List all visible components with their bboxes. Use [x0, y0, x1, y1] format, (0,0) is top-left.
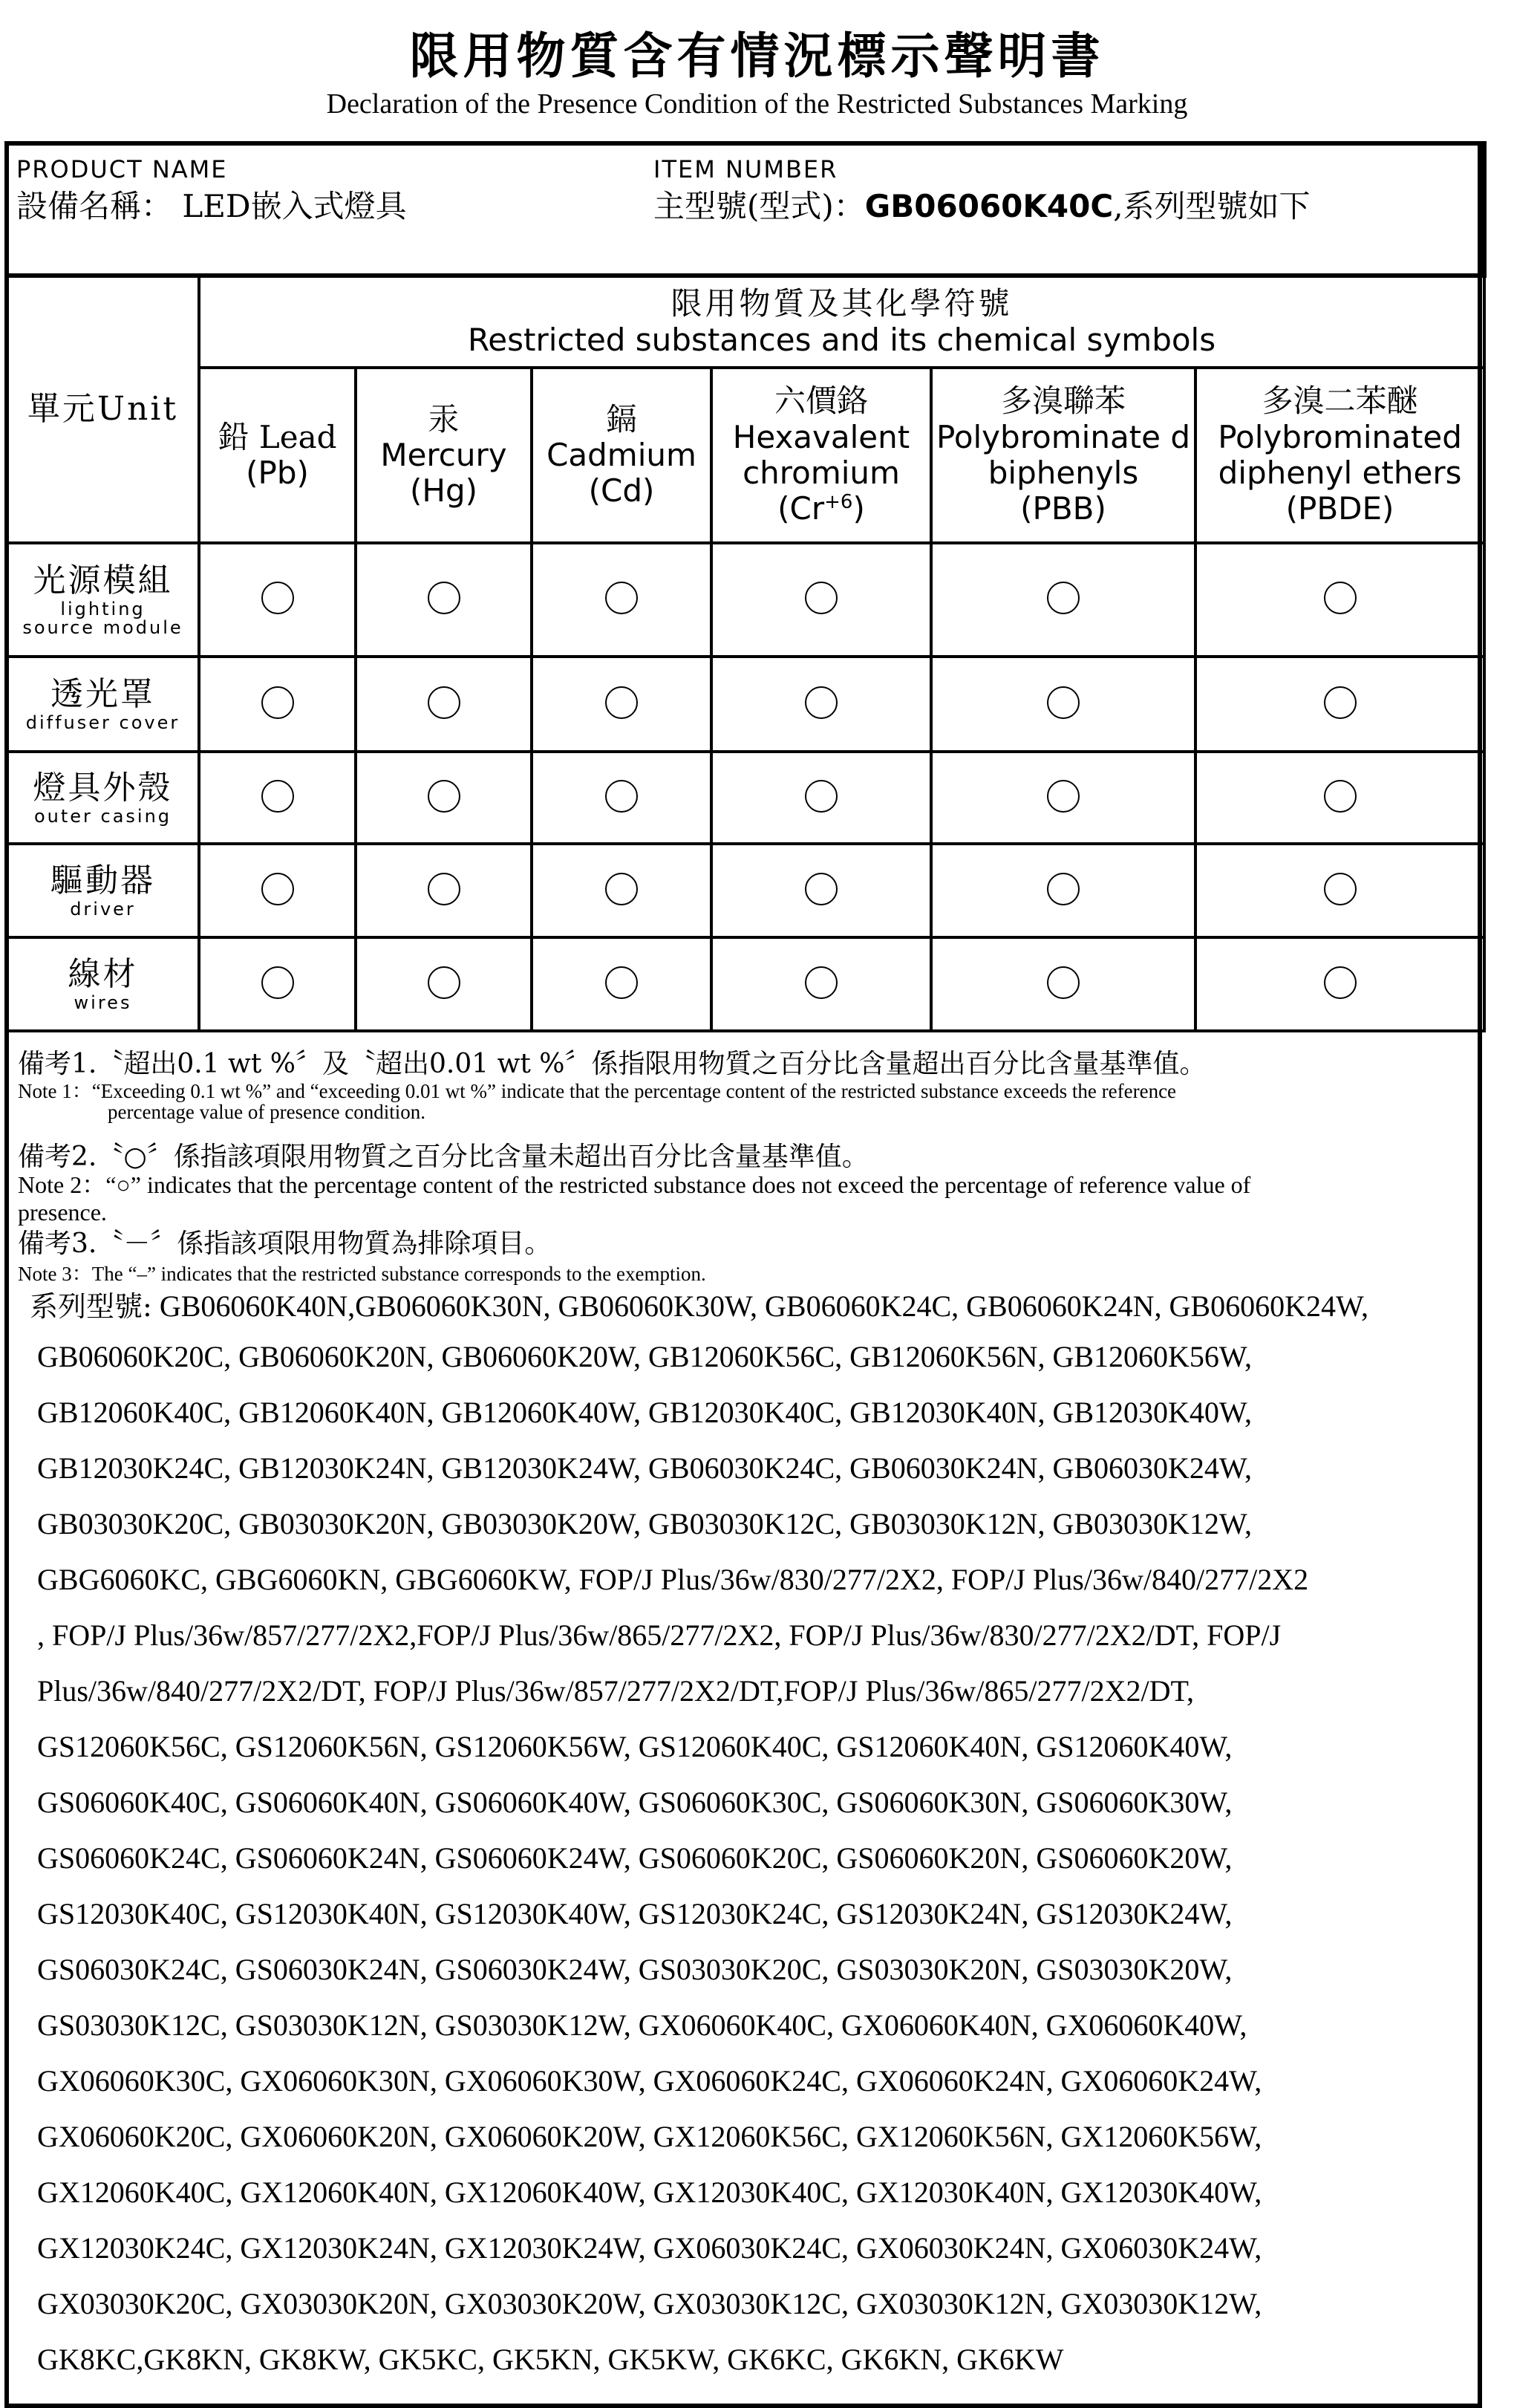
- circle-mark-icon: [1324, 873, 1357, 905]
- substance-name-zh: 鉛 Lead: [218, 418, 337, 455]
- substance-mark-cell: [1195, 543, 1484, 657]
- component-name-zh: 燈具外殼: [33, 769, 173, 807]
- series-models-text: GBG6060KC, GBG6060KN, GBG6060KW, FOP/J Plus/36w/830/277/2X2, FOP/J Plus/36w/840/277/2X2: [37, 1563, 1309, 1596]
- substance-mark-cell: [532, 657, 711, 752]
- series-models-line: [37, 1562, 1308, 1597]
- series-models-line: [37, 2119, 1262, 2154]
- substance-name-en: Polybrominated diphenyl ethers: [1218, 418, 1462, 491]
- substance-mark-cell: [931, 752, 1195, 844]
- series-models-line: [37, 2063, 1262, 2098]
- circle-mark-icon: [1047, 582, 1080, 614]
- circle-mark-icon: [1324, 966, 1357, 999]
- substance-symbol: [533, 473, 710, 509]
- substance-mark-cell: [356, 844, 532, 937]
- component-name-en: wires: [74, 992, 132, 1013]
- circle-mark-icon: [805, 780, 838, 813]
- circle-mark-icon: [805, 686, 838, 719]
- substance-column-header: [931, 368, 1195, 543]
- substance-mark-cell: [711, 657, 931, 752]
- circle-mark-icon: [428, 686, 460, 719]
- series-models-text: GS06030K24C, GS06030K24N, GS06030K24W, GS03030K20C, GS03030K20N, GS03030K20W,: [37, 1953, 1233, 1986]
- note-2-en-cont: presence.: [18, 1199, 107, 1226]
- circle-mark-icon: [605, 686, 638, 719]
- circle-mark-icon: [261, 582, 294, 614]
- circle-mark-icon: [805, 582, 838, 614]
- series-models-line: [30, 1283, 1368, 1324]
- series-models-text: GX06060K20C, GX06060K20N, GX06060K20W, GX12060K56C, GX12060K56N, GX12060K56W,: [37, 2120, 1262, 2153]
- series-models-line: [37, 2342, 1064, 2377]
- series-models-text: GX03030K20C, GX03030K20N, GX03030K20W, GX03030K12C, GX03030K12N, GX03030K12W,: [37, 2287, 1262, 2320]
- circle-mark-icon: [428, 780, 460, 813]
- substance-mark-cell: [931, 657, 1195, 752]
- component-label: [7, 543, 199, 657]
- item-number-value: [653, 189, 1311, 224]
- circle-mark-icon: [1324, 686, 1357, 719]
- substance-name-en: Hexavalent chromium: [732, 418, 910, 491]
- substance-mark-cell: [1195, 937, 1484, 1031]
- component-name-en: outer casing: [33, 805, 172, 827]
- substance-name-en: Polybrominate d biphenyls: [936, 418, 1190, 491]
- substance-column-header: [1195, 368, 1484, 543]
- component-name-en: source module: [22, 616, 183, 638]
- circle-mark-icon: [1047, 780, 1080, 813]
- series-models-line: [37, 2230, 1262, 2265]
- product-info-cell: [7, 143, 1484, 276]
- group-header-en: Restricted substances and its chemical symbols: [467, 321, 1216, 358]
- series-models-text: GB06060K40N,GB06060K30N, GB06060K30W, GB06060K24C, GB06060K24N, GB06060K24W,: [151, 1289, 1369, 1323]
- document-subtitle: Declaration of the Presence Condition of the Restricted Substances Marking: [326, 88, 1188, 120]
- substance-column-header: [199, 368, 356, 543]
- circle-mark-icon: [805, 966, 838, 999]
- series-models-text: GB03030K20C, GB03030K20N, GB03030K20W, GB03030K12C, GB03030K12N, GB03030K12W,: [37, 1507, 1253, 1540]
- group-header-zh: 限用物質及其化學符號: [670, 285, 1013, 322]
- substance-name-zh: 多溴二苯醚: [1262, 383, 1418, 420]
- substance-mark-cell: [532, 752, 711, 844]
- product-name-value: [16, 189, 407, 224]
- component-name-en: driver: [70, 898, 136, 920]
- series-models-line: [37, 1896, 1232, 1931]
- series-models-line: [37, 2008, 1247, 2043]
- series-models-text: GS12060K56C, GS12060K56N, GS12060K56W, GS12060K40C, GS12060K40N, GS12060K40W,: [37, 1730, 1233, 1763]
- series-models-line: [37, 1841, 1232, 1875]
- substance-mark-cell: [711, 543, 931, 657]
- substance-name-zh: 汞: [428, 400, 460, 437]
- substance-name-zh: 鎘: [605, 400, 637, 437]
- substance-mark-cell: [1195, 657, 1484, 752]
- series-models-line: [37, 2286, 1262, 2321]
- component-name-zh: 驅動器: [50, 862, 155, 900]
- product-name-label: PRODUCT NAME: [16, 155, 228, 183]
- symbol-superscript: +6: [824, 491, 853, 514]
- component-label: [7, 937, 199, 1031]
- series-models-text: Plus/36w/840/277/2X2/DT, FOP/J Plus/36w/857/277/2X2/DT,FOP/J Plus/36w/865/277/2X2/DT,: [37, 1674, 1194, 1708]
- table-row: [7, 937, 1484, 1031]
- circle-mark-icon: [605, 873, 638, 905]
- circle-mark-icon: [1047, 873, 1080, 905]
- series-models-text: GS12030K40C, GS12030K40N, GS12030K40W, GS12030K24C, GS12030K24N, GS12030K24W,: [37, 1897, 1233, 1930]
- substances-group-header: [199, 276, 1484, 368]
- series-models-text: GX06060K30C, GX06060K30N, GX06060K30W, GX06060K24C, GX06060K24N, GX06060K24W,: [37, 2064, 1262, 2098]
- substance-mark-cell: [356, 657, 532, 752]
- series-models-line: [37, 1673, 1194, 1708]
- series-models-text: GS06060K24C, GS06060K24N, GS06060K24W, GS06060K20C, GS06060K20N, GS06060K20W,: [37, 1841, 1233, 1875]
- series-models-line: [37, 1729, 1232, 1764]
- component-label: [7, 657, 199, 752]
- table-row: [7, 657, 1484, 752]
- series-models-text: GB12030K24C, GB12030K24N, GB12030K24W, GB06030K24C, GB06030K24N, GB06030K24W,: [37, 1451, 1253, 1485]
- substance-mark-cell: [931, 937, 1195, 1031]
- document-title: 限用物質含有情況標示聲明書: [409, 27, 1105, 85]
- circle-mark-icon: [1324, 780, 1357, 813]
- substance-mark-cell: [199, 937, 356, 1031]
- substance-column-header: [711, 368, 931, 543]
- component-name-zh: 線材: [68, 955, 138, 994]
- circle-mark-icon: [605, 582, 638, 614]
- item-number-prefix: 主型號(型式)：: [653, 188, 865, 224]
- series-models-text: , FOP/J Plus/36w/857/277/2X2,FOP/J Plus/36w/865/277/2X2, FOP/J Plus/36w/830/277/2X2/DT, FOP/J: [37, 1618, 1282, 1652]
- series-models-text: GS03030K12C, GS03030K12N, GS03030K12W, GX06060K40C, GX06060K40N, GX06060K40W,: [37, 2008, 1247, 2042]
- note-2-en: Note 2：“○” indicates that the percentage content of the restricted substance does not exceed the percentage of reference value of: [18, 1171, 1251, 1198]
- substance-symbol: [713, 491, 930, 527]
- substance-symbol: [1197, 491, 1483, 527]
- series-models-line: [37, 1618, 1281, 1653]
- substance-column-header: [532, 368, 711, 543]
- substance-name-zh: 六價鉻: [774, 383, 868, 420]
- component-name-en: lighting: [60, 598, 146, 619]
- substance-symbol: [357, 473, 530, 509]
- component-name-en: diffuser cover: [25, 712, 180, 733]
- substance-mark-cell: [199, 844, 356, 937]
- series-models-line: [37, 2175, 1262, 2210]
- substance-mark-cell: [356, 937, 532, 1031]
- substance-name-en: Cadmium: [546, 436, 696, 473]
- series-models-text: GX12060K40C, GX12060K40N, GX12060K40W, GX12030K40C, GX12030K40N, GX12030K40W,: [37, 2176, 1262, 2209]
- substance-mark-cell: [199, 543, 356, 657]
- substance-name-zh: 多溴聯苯: [1000, 383, 1126, 420]
- circle-mark-icon: [1324, 582, 1357, 614]
- substance-mark-cell: [1195, 844, 1484, 937]
- unit-header: [7, 276, 199, 543]
- note-1-en-cont: percentage value of presence condition.: [108, 1101, 426, 1123]
- symbol-text: (Cr: [777, 490, 825, 527]
- symbol-text: (Hg): [409, 472, 477, 510]
- circle-mark-icon: [428, 873, 460, 905]
- item-number-suffix: ,系列型號如下: [1113, 188, 1311, 224]
- note-1-en: Note 1：“Exceeding 0.1 wt %” and “exceeding 0.01 wt %” indicate that the percentage content of the restricted substance exceeds the reference: [18, 1080, 1177, 1102]
- unit-label: 單元Unit: [27, 390, 179, 429]
- substance-mark-cell: [711, 937, 931, 1031]
- table-row: [7, 543, 1484, 657]
- component-name-zh: 透光罩: [50, 675, 155, 714]
- series-models-text: GK8KC,GK8KN, GK8KW, GK5KC, GK5KN, GK5KW, GK6KC, GK6KN, GK6KW: [37, 2343, 1064, 2376]
- substance-mark-cell: [931, 844, 1195, 937]
- product-name-text: LED嵌入式燈具: [182, 188, 407, 224]
- series-models-line: [37, 1785, 1232, 1820]
- series-label: 系列型號:: [30, 1290, 152, 1323]
- substance-mark-cell: [1195, 752, 1484, 844]
- circle-mark-icon: [261, 873, 294, 905]
- substance-mark-cell: [711, 752, 931, 844]
- substance-mark-cell: [532, 543, 711, 657]
- circle-mark-icon: [1047, 686, 1080, 719]
- symbol-text: (Cd): [588, 472, 655, 510]
- substance-symbol: [200, 455, 354, 491]
- table-row: [7, 752, 1484, 844]
- substance-column-header: [356, 368, 532, 543]
- circle-mark-icon: [605, 966, 638, 999]
- circle-mark-icon: [261, 966, 294, 999]
- substance-mark-cell: [356, 543, 532, 657]
- circle-mark-icon: [428, 966, 460, 999]
- series-models-text: GX12030K24C, GX12030K24N, GX12030K24W, GX06030K24C, GX06030K24N, GX06030K24W,: [37, 2231, 1262, 2265]
- substance-mark-cell: [931, 543, 1195, 657]
- substance-mark-cell: [532, 937, 711, 1031]
- main-model-number: GB06060K40C: [864, 188, 1114, 224]
- substance-mark-cell: [532, 844, 711, 937]
- substance-mark-cell: [356, 752, 532, 844]
- series-models-line: [37, 1952, 1232, 1987]
- series-models-line: [37, 1451, 1252, 1486]
- note-3-en: Note 3：The “–” indicates that the restricted substance corresponds to the exemption.: [18, 1263, 706, 1285]
- product-name-prefix: 設備名稱：: [16, 188, 173, 224]
- component-label: [7, 752, 199, 844]
- note-1-zh: 備考1.〝超出0.1 wt %〞及〝超出0.01 wt %〞係指限用物質之百分比含量超出百分比含量基準值。: [18, 1049, 1207, 1079]
- substance-mark-cell: [199, 752, 356, 844]
- circle-mark-icon: [805, 873, 838, 905]
- substance-symbol: [933, 491, 1194, 527]
- series-models-text: GB12060K40C, GB12060K40N, GB12060K40W, GB12030K40C, GB12030K40N, GB12030K40W,: [37, 1396, 1253, 1429]
- series-models-line: [37, 1395, 1252, 1430]
- circle-mark-icon: [428, 582, 460, 614]
- series-models-line: [37, 1339, 1252, 1374]
- series-models-text: GB06060K20C, GB06060K20N, GB06060K20W, GB12060K56C, GB12060K56N, GB12060K56W,: [37, 1340, 1253, 1373]
- symbol-text: (PBDE): [1285, 490, 1394, 527]
- substance-name-en: Mercury: [380, 436, 507, 473]
- circle-mark-icon: [605, 780, 638, 813]
- table-row: [7, 844, 1484, 937]
- circle-mark-icon: [261, 686, 294, 719]
- item-number-label: ITEM NUMBER: [653, 155, 838, 183]
- note-2-zh: 備考2.〝○〞係指該項限用物質之百分比含量未超出百分比含量基準值。: [18, 1142, 869, 1172]
- series-models-text: GS06060K40C, GS06060K40N, GS06060K40W, GS06060K30C, GS06060K30N, GS06060K30W,: [37, 1786, 1233, 1819]
- substance-mark-cell: [711, 844, 931, 937]
- symbol-text: (Pb): [246, 455, 309, 491]
- component-label: [7, 844, 199, 937]
- circle-mark-icon: [261, 780, 294, 813]
- substances-table: [4, 141, 1487, 1032]
- component-name-zh: 光源模組: [33, 562, 173, 600]
- substance-mark-cell: [199, 657, 356, 752]
- symbol-close: ): [852, 490, 865, 527]
- series-models-line: [37, 1506, 1252, 1541]
- circle-mark-icon: [1047, 966, 1080, 999]
- symbol-text: (PBB): [1020, 490, 1106, 527]
- note-3-zh: 備考3.〝－〞係指該項限用物質為排除項目。: [18, 1229, 552, 1259]
